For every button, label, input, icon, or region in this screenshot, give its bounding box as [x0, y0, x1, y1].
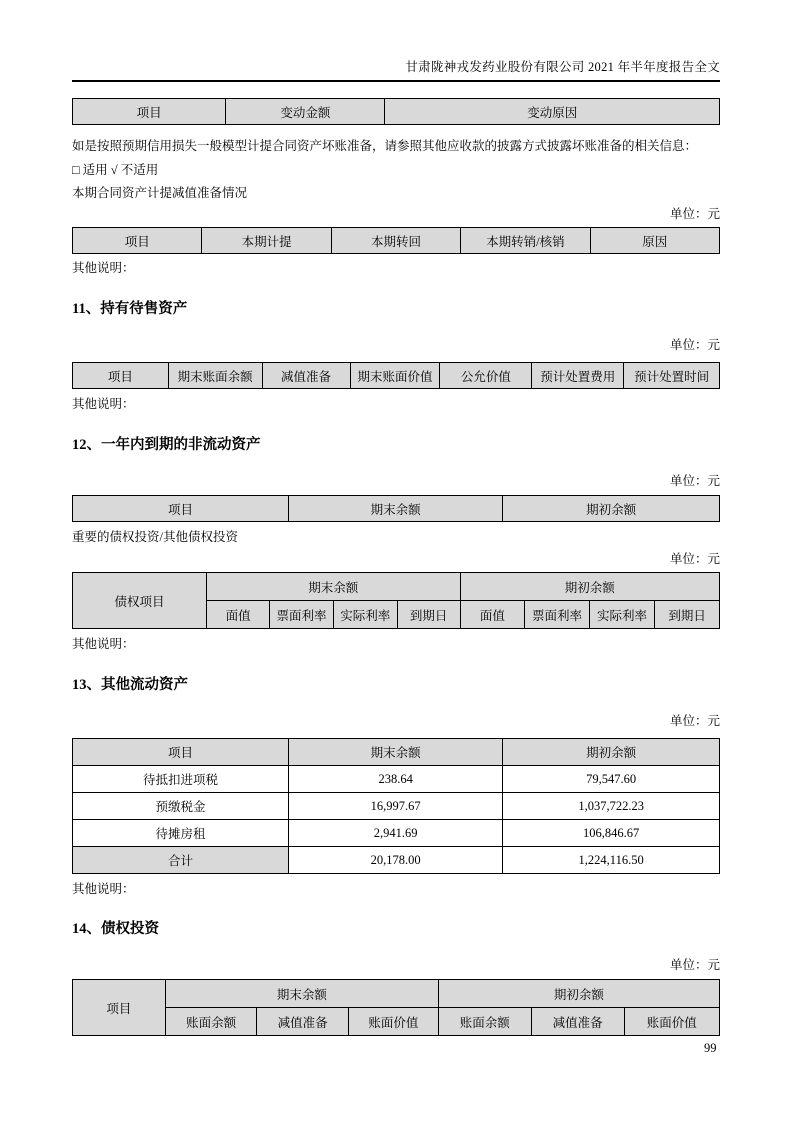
debt-investment-subtitle: 重要的债权投资/其他债权投资 [72, 530, 238, 544]
column-header: 到期日 [655, 601, 720, 629]
column-header: 票面利率 [525, 601, 590, 629]
row-item-label: 预缴税金 [73, 793, 289, 820]
column-header: 项目 [73, 980, 166, 1036]
impairment-provision-table [72, 227, 720, 254]
unit-label: 单位：元 [669, 714, 720, 728]
section-title-13: 13、其他流动资产 [72, 677, 188, 693]
total-label: 合计 [73, 847, 289, 874]
contract-asset-change-table [72, 98, 720, 125]
other-notes-label: 其他说明： [72, 637, 135, 651]
column-header: 实际利率 [589, 601, 654, 629]
closing-balance-total: 20,178.00 [289, 847, 503, 874]
other-current-assets-table [72, 738, 720, 874]
column-header: 期初余额 [503, 496, 720, 522]
column-header: 减值准备 [262, 363, 350, 389]
column-header: 项目 [73, 739, 289, 766]
section-title-11: 11、持有待售资产 [72, 301, 188, 317]
closing-balance-value: 2,941.69 [289, 820, 503, 847]
column-header: 本期转回 [331, 228, 460, 254]
column-header: 到期日 [397, 601, 460, 629]
paragraph-impairment-intro: 本期合同资产计提减值准备情况 [72, 186, 248, 200]
column-header: 项目 [73, 99, 226, 125]
column-group-header: 期末余额 [165, 980, 438, 1008]
column-header: 期末余额 [289, 739, 503, 766]
applicability-line: □ 适用 √ 不适用 [72, 163, 159, 177]
header-title: 甘肃陇神戎发药业股份有限公司 2021 年半年度报告全文 [405, 60, 720, 74]
other-notes-label: 其他说明： [72, 261, 135, 275]
column-header: 项目 [73, 496, 289, 522]
opening-balance-value: 1,037,722.23 [503, 793, 720, 820]
column-header: 账面价值 [348, 1008, 438, 1036]
column-header: 预计处置费用 [532, 363, 624, 389]
column-header: 减值准备 [531, 1008, 624, 1036]
document-header [72, 0, 720, 82]
table-row [73, 766, 720, 793]
column-header: 期初余额 [503, 739, 720, 766]
section-title-12: 12、一年内到期的非流动资产 [72, 437, 261, 453]
column-header: 预计处置时间 [624, 363, 720, 389]
column-header: 项目 [73, 228, 202, 254]
unit-label: 单位：元 [669, 207, 720, 221]
noncurrent-assets-due-table [72, 495, 720, 522]
column-header: 期末账面价值 [350, 363, 440, 389]
held-for-sale-assets-table [72, 362, 720, 389]
column-header: 本期计提 [202, 228, 331, 254]
column-header: 原因 [590, 228, 719, 254]
column-header: 面值 [460, 601, 525, 629]
closing-balance-value: 238.64 [289, 766, 503, 793]
column-header: 期末账面余额 [168, 363, 262, 389]
closing-balance-value: 16,997.67 [289, 793, 503, 820]
column-header: 本期转销/核销 [461, 228, 590, 254]
column-group-header: 期初余额 [460, 573, 719, 601]
other-notes-label: 其他说明： [72, 882, 135, 896]
table-row [73, 793, 720, 820]
debt-investment-table [72, 979, 720, 1036]
column-header: 账面价值 [624, 1008, 719, 1036]
row-item-label: 待摊房租 [73, 820, 289, 847]
table-row [73, 820, 720, 847]
section-title-14: 14、债权投资 [72, 921, 159, 937]
column-header: 票面利率 [270, 601, 333, 629]
column-header: 项目 [73, 363, 169, 389]
column-header: 债权项目 [73, 573, 207, 629]
opening-balance-value: 79,547.60 [503, 766, 720, 793]
table-row-total [73, 847, 720, 874]
column-header: 变动原因 [385, 99, 720, 125]
unit-label: 单位：元 [669, 338, 720, 352]
column-header: 减值准备 [257, 1008, 349, 1036]
column-header: 公允价值 [440, 363, 532, 389]
debt-investment-detail-table [72, 572, 720, 629]
page-number: 99 [704, 1041, 717, 1055]
column-header: 面值 [206, 601, 269, 629]
column-header: 账面余额 [165, 1008, 257, 1036]
opening-balance-value: 106,846.67 [503, 820, 720, 847]
column-header: 实际利率 [333, 601, 397, 629]
unit-label: 单位：元 [669, 474, 720, 488]
column-group-header: 期末余额 [206, 573, 460, 601]
row-item-label: 待抵扣进项税 [73, 766, 289, 793]
other-notes-label: 其他说明： [72, 397, 135, 411]
column-header: 期末余额 [289, 496, 503, 522]
column-header: 账面余额 [438, 1008, 531, 1036]
column-group-header: 期初余额 [438, 980, 719, 1008]
unit-label: 单位：元 [669, 958, 720, 972]
unit-label: 单位：元 [669, 552, 720, 566]
column-header: 变动金额 [226, 99, 385, 125]
opening-balance-total: 1,224,116.50 [503, 847, 720, 874]
paragraph-expected-credit-loss: 如是按照预期信用损失一般模型计提合同资产坏账准备，请参照其他应收款的披露方式披露坏账准备的相关信息： [72, 139, 698, 153]
